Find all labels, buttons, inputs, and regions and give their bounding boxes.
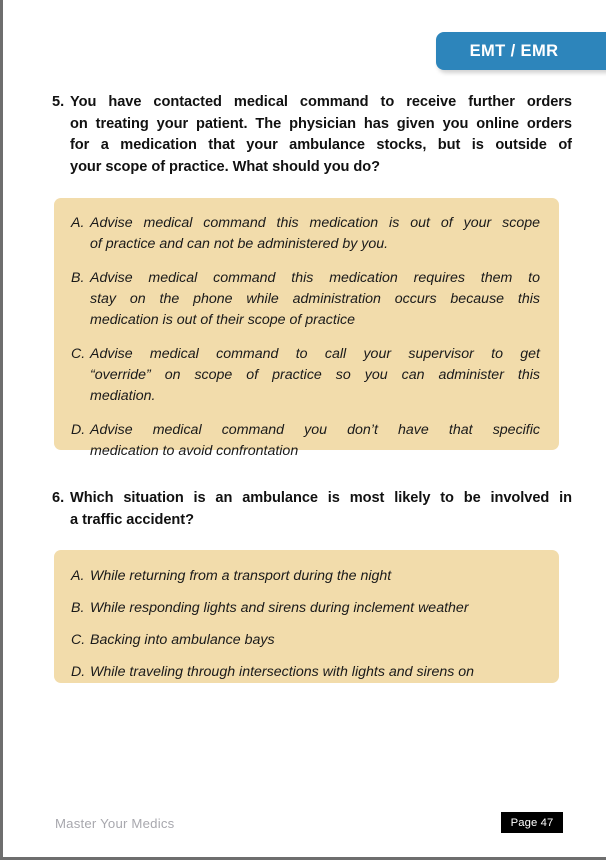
question-5-line-3: for a medication that your ambulance stocks, but is outside of <box>70 137 572 153</box>
answer-option-6-d[interactable] <box>71 662 540 683</box>
answer-option-5-c-line-3: mediation. <box>90 388 156 404</box>
answer-option-5-c-line-1: Advise medical command to call your supervisor to get <box>90 346 540 362</box>
section-tab-emt-emr <box>436 32 606 70</box>
question-5-line-1: You have contacted medical command to receive further orders <box>70 94 572 110</box>
question-5 <box>52 92 572 178</box>
answer-options-question-6 <box>54 550 559 683</box>
question-6-line-1: Which situation is an ambulance is most likely to be involved in <box>70 490 572 506</box>
answer-option-5-a-line-1: Advise medical command this medication is out of your scope <box>90 215 540 231</box>
answer-option-5-d-text <box>90 420 540 462</box>
answer-option-6-c-line-1: Backing into ambulance bays <box>90 632 275 648</box>
answer-option-6-c-text <box>90 630 540 651</box>
answer-option-6-b-letter: B. <box>71 600 85 616</box>
answer-option-6-d-line-1: While traveling through intersections with lights and sirens on <box>90 664 475 680</box>
footer-brand: Master Your Medics <box>55 816 175 831</box>
answer-option-6-b-text <box>90 598 540 619</box>
answer-options-question-5 <box>54 198 559 459</box>
answer-option-5-b[interactable] <box>71 268 540 331</box>
answer-option-6-a-text <box>90 566 540 587</box>
answer-option-5-b-letter: B. <box>71 270 85 286</box>
answer-option-5-d-line-2: medication to avoid confrontation <box>90 443 299 459</box>
answer-option-6-b-line-1: While responding lights and sirens during inclement weather <box>90 600 469 616</box>
answer-option-5-a[interactable] <box>71 213 540 255</box>
answer-option-5-a-text <box>90 213 540 255</box>
page-number-label: Page 47 <box>510 816 554 829</box>
answer-option-5-d[interactable] <box>71 420 540 462</box>
answer-option-6-d-letter: D. <box>71 664 86 680</box>
answer-option-5-c-letter: C. <box>71 346 86 362</box>
page-number-badge <box>501 812 563 833</box>
answer-option-5-d-line-1: Advise medical command you don’t have that specific <box>90 422 540 438</box>
answer-option-5-a-line-2: of practice and can not be administered by you. <box>90 236 389 252</box>
answer-option-5-b-line-1: Advise medical command this medication requires them to <box>90 270 540 286</box>
answer-option-5-c[interactable] <box>71 344 540 407</box>
section-tab-label: EMT / EMR <box>469 41 559 60</box>
answer-option-6-a-line-1: While returning from a transport during the night <box>90 568 392 584</box>
question-5-line-2: on treating your patient. The physician has given you online orders <box>70 115 572 132</box>
question-6 <box>52 488 572 531</box>
question-6-text <box>70 488 572 531</box>
answer-option-5-b-line-2: stay on the phone while administration occurs because this <box>90 291 540 307</box>
answer-option-6-a[interactable] <box>71 566 540 587</box>
answer-option-5-d-letter: D. <box>71 422 86 438</box>
question-5-number: 5. <box>52 94 65 110</box>
question-5-text <box>70 92 572 178</box>
answer-option-5-b-text <box>90 268 540 331</box>
question-6-line-2: a traffic accident? <box>70 511 194 528</box>
question-5-line-4: your scope of practice. What should you do? <box>70 158 381 175</box>
answer-option-5-a-letter: A. <box>71 215 85 231</box>
answer-option-6-d-text <box>90 662 540 683</box>
answer-option-5-b-line-3: medication is out of their scope of practice <box>90 312 355 328</box>
answer-option-5-c-text <box>90 344 540 407</box>
answer-option-5-c-line-2: “override” on scope of practice so you can administer this <box>90 367 540 383</box>
answer-option-6-c[interactable] <box>71 630 540 651</box>
answer-option-6-a-letter: A. <box>71 568 85 584</box>
answer-option-6-c-letter: C. <box>71 632 86 648</box>
answer-option-6-b[interactable] <box>71 598 540 619</box>
question-6-number: 6. <box>52 490 65 506</box>
